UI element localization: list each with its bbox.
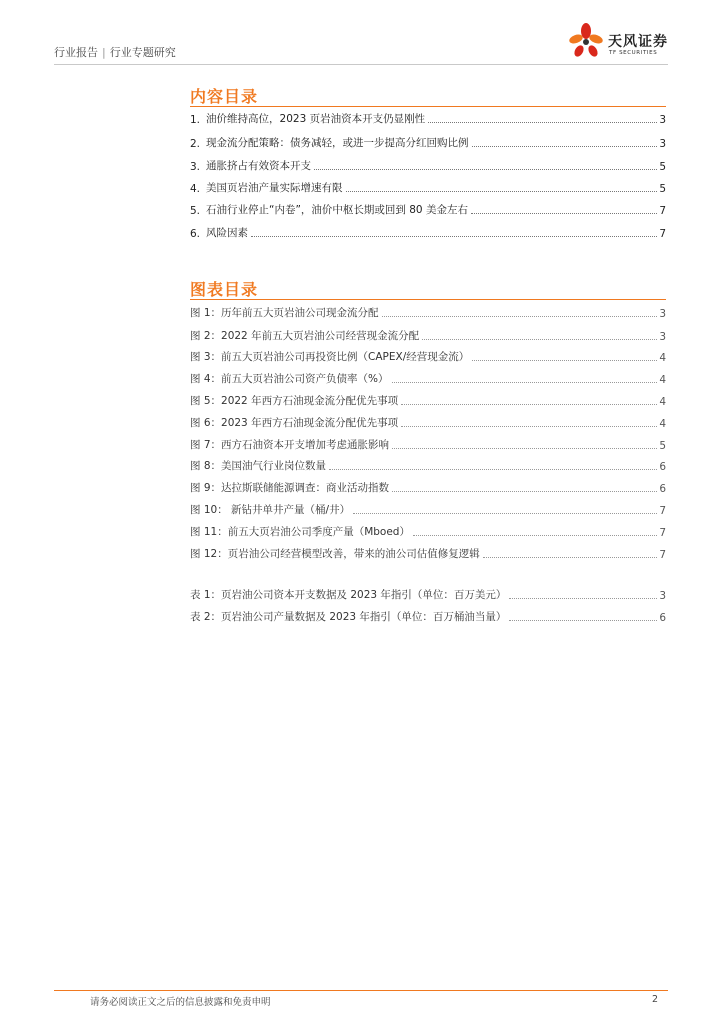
dot-leader bbox=[382, 316, 658, 317]
figure-entry-page: 4 bbox=[659, 374, 666, 386]
dot-leader bbox=[472, 360, 657, 361]
toc-entry-page: 7 bbox=[659, 205, 666, 217]
figure-entry-page: 4 bbox=[659, 396, 666, 408]
toc-entry-page: 5 bbox=[659, 161, 666, 173]
figure-entry[interactable] bbox=[190, 501, 666, 517]
figure-entry[interactable] bbox=[190, 327, 666, 343]
dot-leader bbox=[472, 146, 658, 147]
toc-entry-title: 油价维持高位，2023 页岩油资本开支仍显刚性 bbox=[206, 113, 426, 125]
dot-leader bbox=[428, 122, 657, 123]
toc-entry-page: 3 bbox=[659, 138, 666, 150]
dot-leader bbox=[422, 339, 657, 340]
toc-entry-title: 美国页岩油产量实际增速有限 bbox=[206, 182, 343, 194]
figure-entry-title: 图 6：2023 年西方石油现金流分配优先事项 bbox=[190, 417, 399, 429]
toc-entry-title: 石油行业停止“内卷”，油价中枢长期或回到 80 美金左右 bbox=[206, 204, 468, 216]
figure-entry-page: 3 bbox=[659, 331, 666, 343]
figure-entry[interactable] bbox=[190, 479, 666, 495]
toc-entry-title: 通胀挤占有效资本开支 bbox=[206, 160, 312, 172]
dot-leader bbox=[392, 491, 657, 492]
figure-entry-page: 7 bbox=[659, 505, 666, 517]
figure-entry[interactable] bbox=[190, 523, 666, 539]
figure-entry-page: 7 bbox=[659, 527, 666, 539]
toc-entry-number: 5. bbox=[190, 205, 201, 217]
dot-leader bbox=[401, 404, 657, 405]
dot-leader bbox=[392, 382, 658, 383]
dot-leader bbox=[251, 236, 657, 237]
figure-entry-page: 5 bbox=[659, 440, 666, 452]
figure-entry-page: 4 bbox=[659, 352, 666, 364]
dot-leader bbox=[483, 557, 658, 558]
dot-leader bbox=[346, 191, 658, 192]
table-entry-title: 表 2：页岩油公司产量数据及 2023 年指引（单位：百万桶油当量） bbox=[190, 611, 507, 623]
header-report-type: 行业报告 bbox=[54, 46, 98, 59]
figure-entry-title: 图 4：前五大页岩油公司资产负债率（%） bbox=[190, 373, 389, 385]
figure-entry-title: 图 10： 新钻井单井产量（桶/井） bbox=[190, 504, 351, 516]
figure-entry[interactable] bbox=[190, 436, 666, 452]
toc-entry[interactable] bbox=[190, 201, 666, 217]
flower-logo-icon bbox=[568, 22, 604, 60]
figure-entry-page: 4 bbox=[659, 418, 666, 430]
toc-title-underline bbox=[190, 106, 666, 107]
figure-entry-title: 图 2：2022 年前五大页岩油公司经营现金流分配 bbox=[190, 330, 420, 342]
toc-entry[interactable] bbox=[190, 179, 666, 195]
footer-disclaimer: 请务必阅读正文之后的信息披露和免责申明 bbox=[90, 997, 271, 1008]
dot-leader bbox=[392, 448, 657, 449]
toc-entry-title: 风险因素 bbox=[206, 227, 249, 239]
toc-entry-number: 6. bbox=[190, 228, 201, 240]
logo-name: 天风证券 bbox=[608, 34, 668, 50]
toc-entry[interactable] bbox=[190, 224, 666, 240]
figure-entry-page: 3 bbox=[659, 308, 666, 320]
figure-entry-title: 图 7：西方石油资本开支增加考虑通胀影响 bbox=[190, 439, 390, 451]
header-report-subtype: 行业专题研究 bbox=[109, 46, 176, 59]
company-logo bbox=[568, 22, 678, 62]
figures-title: 图表目录 bbox=[190, 280, 259, 299]
footer-divider bbox=[54, 990, 668, 991]
figure-entry-title: 图 1：历年前五大页岩油公司现金流分配 bbox=[190, 307, 379, 319]
dot-leader bbox=[314, 169, 657, 170]
dot-leader bbox=[471, 213, 657, 214]
toc-entry-title: 现金流分配策略：债务减轻，或进一步提高分红回购比例 bbox=[206, 137, 469, 149]
dot-leader bbox=[509, 598, 657, 599]
toc-title: 内容目录 bbox=[190, 87, 259, 106]
dot-leader bbox=[353, 513, 657, 514]
page-number: 2 bbox=[652, 994, 659, 1005]
toc-entry-number: 4. bbox=[190, 183, 201, 195]
figure-entry-title: 图 5：2022 年西方石油现金流分配优先事项 bbox=[190, 395, 399, 407]
figure-entry[interactable] bbox=[190, 392, 666, 408]
toc-entry-page: 5 bbox=[659, 183, 666, 195]
figure-entry[interactable] bbox=[190, 304, 666, 320]
figure-entry-title: 图 3：前五大页岩油公司再投资比例（CAPEX/经营现金流） bbox=[190, 351, 470, 363]
figure-entry[interactable] bbox=[190, 414, 666, 430]
dot-leader bbox=[413, 535, 657, 536]
toc-entry-number: 1. bbox=[190, 114, 201, 126]
header-breadcrumb bbox=[54, 44, 176, 60]
toc-entry[interactable] bbox=[190, 134, 666, 150]
table-entry-page: 3 bbox=[659, 590, 666, 602]
dot-leader bbox=[509, 620, 657, 621]
figure-entry-page: 7 bbox=[659, 549, 666, 561]
logo-subtitle: TF SECURITIES bbox=[609, 50, 658, 56]
table-entry-page: 6 bbox=[659, 612, 666, 624]
figure-entry[interactable] bbox=[190, 348, 666, 364]
toc-entry-number: 3. bbox=[190, 161, 201, 173]
toc-entry-page: 7 bbox=[659, 228, 666, 240]
table-entry[interactable] bbox=[190, 608, 666, 624]
dot-leader bbox=[401, 426, 657, 427]
figure-entry-title: 图 12：页岩油公司经营模型改善，带来的油公司估值修复逻辑 bbox=[190, 548, 480, 560]
figure-entry-title: 图 9：达拉斯联储能源调查：商业活动指数 bbox=[190, 482, 390, 494]
header-separator: | bbox=[102, 46, 106, 59]
toc-entry-number: 2. bbox=[190, 138, 201, 150]
table-entry-title: 表 1：页岩油公司资本开支数据及 2023 年指引（单位：百万美元） bbox=[190, 589, 507, 601]
toc-entry-page: 3 bbox=[659, 114, 666, 126]
figure-entry-page: 6 bbox=[659, 461, 666, 473]
toc-entry[interactable] bbox=[190, 157, 666, 173]
figure-entry-title: 图 11：前五大页岩油公司季度产量（Mboed） bbox=[190, 526, 410, 538]
figure-entry[interactable] bbox=[190, 457, 666, 473]
header-divider bbox=[54, 64, 668, 65]
figure-entry-page: 6 bbox=[659, 483, 666, 495]
dot-leader bbox=[329, 469, 657, 470]
figures-title-underline bbox=[190, 299, 666, 300]
figure-entry[interactable] bbox=[190, 370, 666, 386]
figure-entry-title: 图 8：美国油气行业岗位数量 bbox=[190, 460, 327, 472]
figure-entry[interactable] bbox=[190, 545, 666, 561]
table-entry[interactable] bbox=[190, 586, 666, 602]
toc-entry[interactable] bbox=[190, 110, 666, 126]
